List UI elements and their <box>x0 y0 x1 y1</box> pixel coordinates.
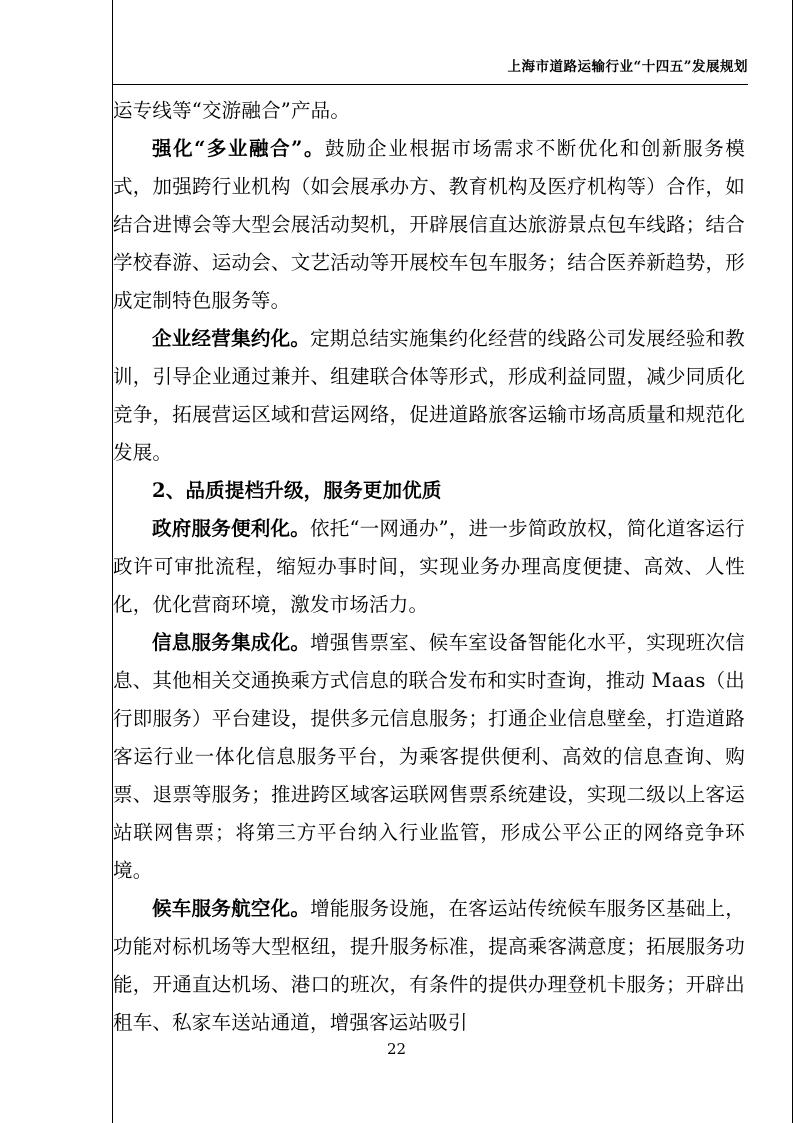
paragraph-3-lead: 企业经营集约化。 <box>152 327 311 350</box>
paragraph-6-text: 增强售票室、候车室设备智能化水平，实现班次信息、其他相关交通换乘方式信息的联合发布和实时查询，推动 Maas（出行即服务）平台建设，提供多元信息服务；打通企业信息壁垒，打造道路客运行业一体化信息服务平台，为乘客提供便利、高效的信息查询、购票、退票等服务；推进跨区域客运联网售票系统建设，实现二级以上客运站联网售票；将第三方平台纳入行业监管，形成公平公正的网络竞争环境。 <box>113 631 745 882</box>
paragraph-7 <box>113 890 745 1042</box>
paragraph-2 <box>113 130 745 320</box>
paragraph-1-text: 运专线等“交游融合”产品。 <box>113 99 351 122</box>
paragraph-1 <box>113 92 745 130</box>
paragraph-7-text: 增能服务设施，在客运站传统候车服务区基础上，功能对标机场等大型枢纽，提升服务标准，提高乘客满意度；拓展服务功能，开通直达机场、港口的班次，有条件的提供办理登机卡服务；开辟出租车、私家车送站通道，增强客运站吸引 <box>113 897 745 1034</box>
paragraph-5 <box>113 510 745 624</box>
page-number: 22 <box>386 1040 407 1058</box>
section-heading-2-label: 2、品质提档升级，服务更加优质 <box>152 479 442 502</box>
paragraph-6 <box>113 624 745 890</box>
paragraph-2-lead: 强化“多业融合”。 <box>152 137 326 160</box>
paragraph-5-lead: 政府服务便利化。 <box>152 517 310 540</box>
page-header-title: 上海市道路运输行业“十四五”发展规划 <box>507 59 748 75</box>
paragraph-5-text: 依托“一网通办”，进一步简政放权，简化道客运行政许可审批流程，缩短办事时间，实现业务办理高度便捷、高效、人性化，优化营商环境，激发市场活力。 <box>113 517 745 616</box>
paragraph-3-text: 定期总结实施集约化经营的线路公司发展经验和教训，引导企业通过兼并、组建联合体等形式，形成利益同盟，减少同质化竞争，拓展营运区域和营运网络，促进道路旅客运输市场高质量和规范化发展。 <box>113 327 745 464</box>
paragraph-3 <box>113 320 745 472</box>
section-heading-2 <box>113 472 745 510</box>
paragraph-6-lead: 信息服务集成化。 <box>152 631 311 654</box>
paragraph-7-lead: 候车服务航空化。 <box>152 897 311 920</box>
document-body <box>113 92 745 1042</box>
paragraph-2-text: 鼓励企业根据市场需求不断优化和创新服务模式，加强跨行业机构（如会展承办方、教育机构及医疗机构等）合作，如结合进博会等大型会展活动契机，开辟展信直达旅游景点包车线路；结合学校春游、运动会、文艺活动等开展校车包车服务；结合医养新趋势，形成定制特色服务等。 <box>113 137 745 312</box>
header-divider <box>113 84 748 85</box>
